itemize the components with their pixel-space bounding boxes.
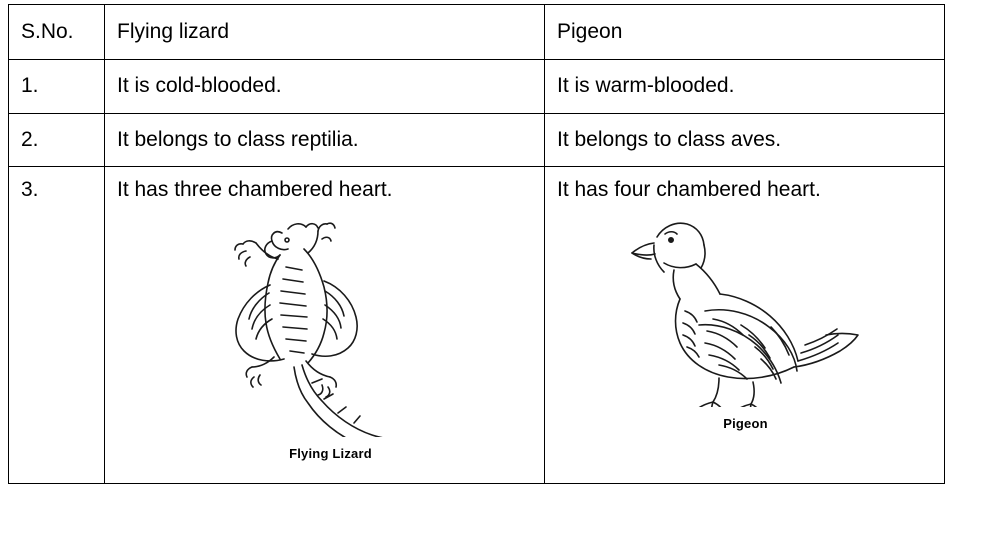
cell-pigeon-heart <box>545 166 945 483</box>
row-number: 1. <box>9 60 105 113</box>
row-number: 3. <box>9 166 105 483</box>
cell-lizard-heart <box>105 166 545 483</box>
cell-lizard-blood: It is cold-blooded. <box>105 60 545 113</box>
cell-pigeon-blood: It is warm-blooded. <box>545 60 945 113</box>
pigeon-illustration-icon <box>601 389 891 412</box>
row-number: 2. <box>9 113 105 166</box>
cell-lizard-heart-text: It has three chambered heart. <box>117 177 393 201</box>
flying-lizard-illustration-icon <box>186 419 476 442</box>
lizard-figure <box>127 207 534 463</box>
table-row <box>9 166 945 483</box>
table-row <box>9 113 945 166</box>
pigeon-figure-caption: Pigeon <box>723 416 768 432</box>
pigeon-figure <box>557 207 934 433</box>
cell-pigeon-heart-text: It has four chambered heart. <box>557 177 821 201</box>
comparison-table <box>8 4 945 484</box>
column-header-sno: S.No. <box>9 5 105 60</box>
column-header-pigeon: Pigeon <box>545 5 945 60</box>
table-row <box>9 60 945 113</box>
table-header-row <box>9 5 945 60</box>
cell-lizard-class: It belongs to class reptilia. <box>105 113 545 166</box>
column-header-flying-lizard: Flying lizard <box>105 5 545 60</box>
lizard-figure-caption: Flying Lizard <box>289 446 372 462</box>
cell-pigeon-class: It belongs to class aves. <box>545 113 945 166</box>
comparison-table-page <box>0 4 1000 540</box>
